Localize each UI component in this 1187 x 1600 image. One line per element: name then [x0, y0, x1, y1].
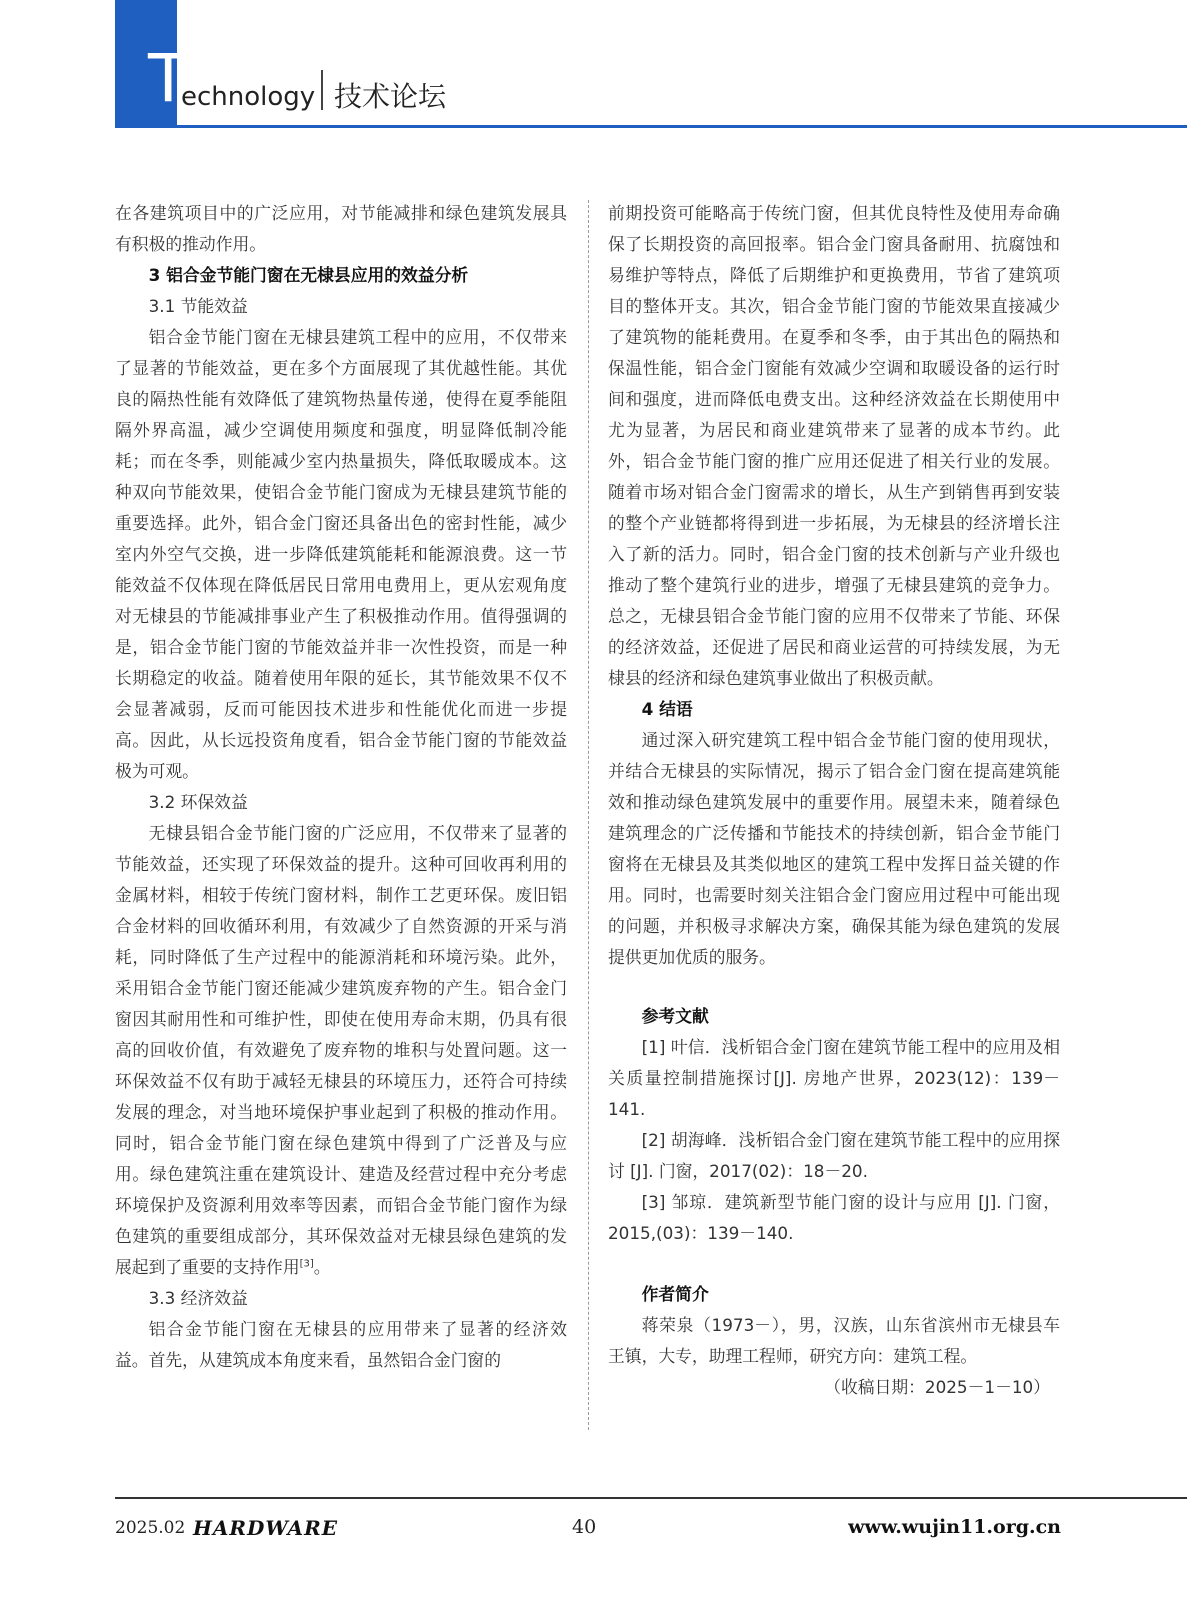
- footer-rule: [115, 1497, 1187, 1499]
- subsection-3-1-title: 3.1 节能效益: [148, 296, 248, 316]
- footer-url: www.wujin11.org.cn: [848, 1516, 1061, 1538]
- intro-continuation: 在各建筑项目中的广泛应用，对节能减排和绿色建筑发展具有积极的推动作用。: [115, 203, 567, 254]
- header-separator: [321, 70, 323, 110]
- reference-item: [3] 邹琼．建筑新型节能门窗的设计与应用 [J]. 门窗，2015,(03)：139－140.: [608, 1192, 1060, 1243]
- column-divider: [588, 200, 589, 1430]
- subsection-3-3-paragraph: 铝合金节能门窗在无棣县的应用带来了显著的经济效益。首先，从建筑成本角度来看，虽然铝合金门窗的: [115, 1319, 567, 1370]
- footer-magazine: HARDWARE: [193, 1516, 338, 1540]
- footer-issue: 2025.02: [115, 1518, 186, 1538]
- subsection-3-2-paragraph: [115, 818, 567, 1283]
- references-title: 参考文献: [641, 1006, 709, 1026]
- page-number: 40: [572, 1516, 597, 1538]
- brand-initial: T: [148, 40, 189, 117]
- header-rule: [115, 125, 1187, 128]
- author-bio-title: 作者简介: [641, 1284, 709, 1304]
- subsection-3-1-paragraph: 铝合金节能门窗在无棣县建筑工程中的应用，不仅带来了显著的节能效益，更在多个方面展现了其优越性能。其优良的隔热性能有效降低了建筑物热量传递，使得在夏季能阻隔外界高温，减少空调使用频度和强度，明显降低制冷能耗；而在冬季，则能减少室内热量损失，降低取暖成本。这种双向节能效果，使铝合金节能门窗成为无棣县建筑节能的重要选择。此外，铝合金门窗还具备出色的密封性能，减少室内外空气交换，进一步降低建筑能耗和能源浪费。这一节能效益不仅体现在降低居民日常用电费用上，更从宏观角度对无棣县的节能减排事业产生了积极推动作用。值得强调的是，铝合金节能门窗的节能效益并非一次性投资，而是一种长期稳定的收益。随着使用年限的延长，其节能效果不仅不会显著减弱，反而可能因技术进步和性能优化而进一步提高。因此，从长远投资角度看，铝合金节能门窗的节能效益极为可观。: [115, 327, 567, 781]
- subsection-3-3-title: 3.3 经济效益: [148, 1288, 248, 1308]
- column-name: 技术论坛: [334, 80, 447, 113]
- subsection-3-2-title: 3.2 环保效益: [148, 792, 248, 812]
- author-bio-text: 蒋荣泉（1973－），男，汉族，山东省滨州市无棣县车王镇，大专，助理工程师，研究方向：建筑工程。: [608, 1315, 1060, 1366]
- right-column: [608, 198, 1060, 1403]
- reference-item: [1] 叶信．浅析铝合金门窗在建筑节能工程中的应用及相关质量控制措施探讨[J]. 房地产世界，2023(12)：139－141.: [608, 1037, 1060, 1119]
- section4-title: 4 结语: [641, 699, 693, 719]
- brand-name: echnology: [181, 82, 316, 112]
- conclusion-paragraph: 通过深入研究建筑工程中铝合金节能门窗的使用现状，并结合无棣县的实际情况，揭示了铝合金门窗在提高建筑能效和推动绿色建筑发展中的重要作用。展望未来，随着绿色建筑理念的广泛传播和节能技术的持续创新，铝合金节能门窗将在无棣县及其类似地区的建筑工程中发挥日益关键的作用。同时，也需要时刻关注铝合金门窗应用过程中可能出现的问题，并积极寻求解决方案，确保其能为绿色建筑的发展提供更加优质的服务。: [608, 730, 1060, 967]
- reference-item: [2] 胡海峰．浅析铝合金门窗在建筑节能工程中的应用探讨 [J]. 门窗，2017(02)：18－20.: [608, 1130, 1060, 1181]
- subsection-3-2-end: 。: [313, 1257, 331, 1277]
- citation-3: [3]: [299, 1258, 314, 1270]
- economic-continuation: 前期投资可能略高于传统门窗，但其优良特性及使用寿命确保了长期投资的高回报率。铝合金门窗具备耐用、抗腐蚀和易维护等特点，降低了后期维护和更换费用，节省了建筑项目的整体开支。其次，铝合金节能门窗的节能效果直接减少了建筑物的能耗费用。在夏季和冬季，由于其出色的隔热和保温性能，铝合金门窗能有效减少空调和取暖设备的运行时间和强度，进而降低电费支出。这种经济效益在长期使用中尤为显著，为居民和商业建筑带来了显著的成本节约。此外，铝合金节能门窗的推广应用还促进了相关行业的发展。随着市场对铝合金门窗需求的增长，从生产到销售再到安装的整个产业链都将得到进一步拓展，为无棣县的经济增长注入了新的活力。同时，铝合金门窗的技术创新与产业升级也推动了整个建筑行业的进步，增强了无棣县建筑的竞争力。总之，无棣县铝合金节能门窗的应用不仅带来了节能、环保的经济效益，还促进了居民和商业运营的可持续发展，为无棣县的经济和绿色建筑事业做出了积极贡献。: [608, 203, 1060, 688]
- subsection-3-2-text: 无棣县铝合金节能门窗的广泛应用，不仅带来了显著的节能效益，还实现了环保效益的提升。这种可回收再利用的金属材料，相较于传统门窗材料，制作工艺更环保。废旧铝合金材料的回收循环利用，有效减少了自然资源的开采与消耗，同时降低了生产过程中的能源消耗和环境污染。此外，采用铝合金节能门窗还能减少建筑废弃物的产生。铝合金门窗因其耐用性和可维护性，即使在使用寿命末期，仍具有很高的回收价值，有效避免了废弃物的堆积与处置问题。这一环保效益不仅有助于减轻无棣县的环境压力，还符合可持续发展的理念，对当地环境保护事业起到了积极的推动作用。同时，铝合金节能门窗在绿色建筑中得到了广泛普及与应用。绿色建筑注重在建筑设计、建造及经营过程中充分考虑环境保护及资源利用效率等因素，而铝合金节能门窗作为绿色建筑的重要组成部分，其环保效益对无棣县绿色建筑的发展起到了重要的支持作用: [115, 823, 567, 1277]
- left-column: [115, 198, 567, 1376]
- section3-title: 3 铝合金节能门窗在无棣县应用的效益分析: [148, 265, 469, 285]
- received-date: （收稿日期：2025－1－10）: [824, 1377, 1050, 1397]
